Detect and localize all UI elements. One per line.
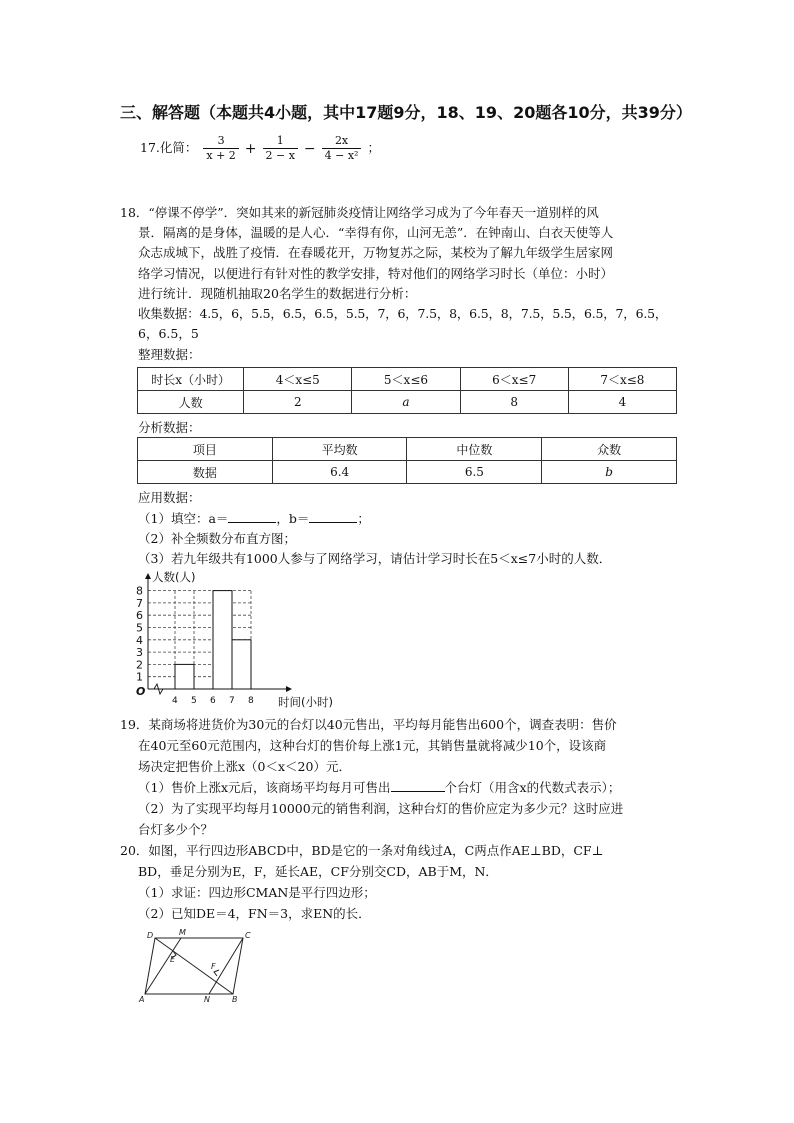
table-row <box>138 391 677 414</box>
table-cell: 平均数 <box>272 438 407 461</box>
table-cell: 6＜x≤7 <box>460 368 568 391</box>
table-cell: 5＜x≤6 <box>352 368 460 391</box>
table-cell: 中位数 <box>407 438 542 461</box>
question-17: 17.化简： $\frac{3}{x + 2}$ + $\frac{1}{2 - x}$ − $\frac{2x}{\text{4 − x²}}$ ； <box>140 134 380 162</box>
label-a: A <box>139 995 145 1004</box>
table-cell: 4 <box>568 391 676 414</box>
q19-line: 场决定把售价上涨x（0＜x＜20）元． <box>138 759 351 774</box>
q18-line: 景．隔离的是身体，温暖的是人心．“幸得有你，山河无恙”．在钟南山、白衣天使等人 <box>138 225 614 240</box>
analysis-table <box>137 437 677 484</box>
label-f: F <box>211 962 216 971</box>
y-tick-label: 6 <box>136 609 143 623</box>
y-tick-label: 5 <box>136 621 143 635</box>
x-axis-arrow <box>286 686 292 692</box>
q19-line: 19．某商场将进货价为30元的台灯以40元售出，平均每月能售出600个，调查表明：售价 <box>120 717 617 732</box>
y-tick-label: 3 <box>136 646 143 660</box>
q17-fraction-2: $\frac{1}{2 - x}$ <box>263 134 298 163</box>
parallelogram-figure <box>135 926 260 1004</box>
analyze-label: 分析数据： <box>138 420 201 435</box>
label-e: E <box>170 955 176 964</box>
x-tick-label: 6 <box>210 696 216 706</box>
y-tick-label: 2 <box>136 658 143 672</box>
origin-label: O <box>136 685 146 698</box>
y-tick-label: 1 <box>136 670 143 684</box>
table-cell: 2 <box>244 391 352 414</box>
frequency-histogram <box>130 568 340 713</box>
y-tick-label: 4 <box>136 633 143 647</box>
label-b: B <box>232 995 238 1004</box>
x-tick-label: 8 <box>248 696 254 706</box>
y-tick-label: 8 <box>136 584 143 598</box>
q18-line: 络学习情况，以便进行有针对性的教学安排，特对他们的网络学习时长（单位：小时） <box>138 266 614 281</box>
table-row <box>138 461 677 484</box>
q17-prefix: 17.化简： <box>140 140 198 155</box>
section-title: 三、解答题（本题共4小题，其中17题9分，18、19、20题各10分，共39分） <box>120 103 692 122</box>
table-cell: 6.5 <box>407 461 542 484</box>
q18-line: 众志成城下，战胜了疫情．在春暖花开，万物复苏之际，某校为了解九年级学生居家网 <box>138 245 614 260</box>
answer-blank[interactable] <box>309 510 357 523</box>
q18-line: 收集数据：4.5，6，5.5，6.5，6.5，5.5，7，6，7.5，8，6.5，8，7.5，5.5，6.5，7，6.5， <box>138 306 668 321</box>
q18-line: 6，6.5，5 <box>138 326 199 341</box>
q18-sub2: （2）补全频数分布直方图； <box>138 531 296 546</box>
q18-sub3: （3）若九年级共有1000人参与了网络学习，请估计学习时长在5＜x≤7小时的人数． <box>138 551 612 566</box>
table-row <box>138 438 677 461</box>
table-cell: 8 <box>460 391 568 414</box>
label-c: C <box>245 931 251 940</box>
q20-line: 20．如图，平行四边形ABCD中，BD是它的一条对角线过A，C两点作AE⊥BD，CF⊥ <box>120 843 604 858</box>
q20-line: BD，垂足分别为E，F，延长AE，CF分别交CD，AB于M，N． <box>138 864 498 879</box>
table-cell: 数据 <box>138 461 273 484</box>
y-axis-arrow <box>145 573 151 579</box>
x-tick-label: 5 <box>191 696 197 706</box>
table-cell: 众数 <box>542 438 677 461</box>
diagonal-bd <box>155 938 233 994</box>
label-m: M <box>179 928 186 937</box>
table-cell: 项目 <box>138 438 273 461</box>
table-cell: 7＜x≤8 <box>568 368 676 391</box>
table-cell: 4＜x≤5 <box>244 368 352 391</box>
answer-blank[interactable] <box>391 779 445 792</box>
y-axis-label: 人数(人) <box>152 570 196 584</box>
histogram-bar <box>175 664 194 689</box>
table-cell: 6.4 <box>272 461 407 484</box>
y-tick-label: 7 <box>136 596 143 610</box>
q19-sub2-line: 台灯多少个？ <box>138 822 214 837</box>
q20-sub1: （1）求证：四边形CMAN是平行四边形； <box>138 885 376 900</box>
table-cell: 时长x（小时） <box>138 368 244 391</box>
table-cell: b <box>542 461 677 484</box>
histogram-bar <box>232 640 251 689</box>
apply-label: 应用数据： <box>138 490 201 505</box>
q20-sub2: （2）已知DE＝4，FN＝3，求EN的长． <box>138 906 371 921</box>
organize-label: 整理数据： <box>138 347 201 362</box>
table-cell: 人数 <box>138 391 244 414</box>
answer-blank[interactable] <box>228 510 276 523</box>
q19-sub2-line: （2）为了实现平均每月10000元的销售利润，这种台灯的售价应定为多少元？这时应进 <box>138 801 624 816</box>
q17-fraction-1: $\frac{3}{x + 2}$ <box>203 134 238 163</box>
x-tick-label: 4 <box>172 696 178 706</box>
q19-line: 在40元至60元范围内，这种台灯的售价每上涨1元，其销售量就将减少10个，设该商 <box>138 738 607 753</box>
table-row <box>138 368 677 391</box>
label-d: D <box>147 931 154 940</box>
q18-line: 18．“停课不停学”．突如其来的新冠肺炎疫情让网络学习成为了今年春天一道别样的风 <box>120 205 599 220</box>
table-cell: a <box>352 391 460 414</box>
label-n: N <box>204 995 210 1004</box>
q18-line: 进行统计．现随机抽取20名学生的数据进行分析： <box>138 286 417 301</box>
frequency-table <box>137 367 677 414</box>
x-axis-label: 时间(小时) <box>278 695 333 709</box>
q19-sub1: （1）售价上涨x元后，该商场平均每月可售出 个台灯（用含x的代数式表示）； <box>138 780 621 795</box>
q17-fraction-3: $\frac{2x}{\text{4 − x²}}$ <box>322 134 362 163</box>
x-tick-label: 7 <box>229 696 235 706</box>
q18-sub1: （1）填空：a＝ ，b＝ ； <box>138 511 370 526</box>
histogram-bar <box>213 591 232 689</box>
